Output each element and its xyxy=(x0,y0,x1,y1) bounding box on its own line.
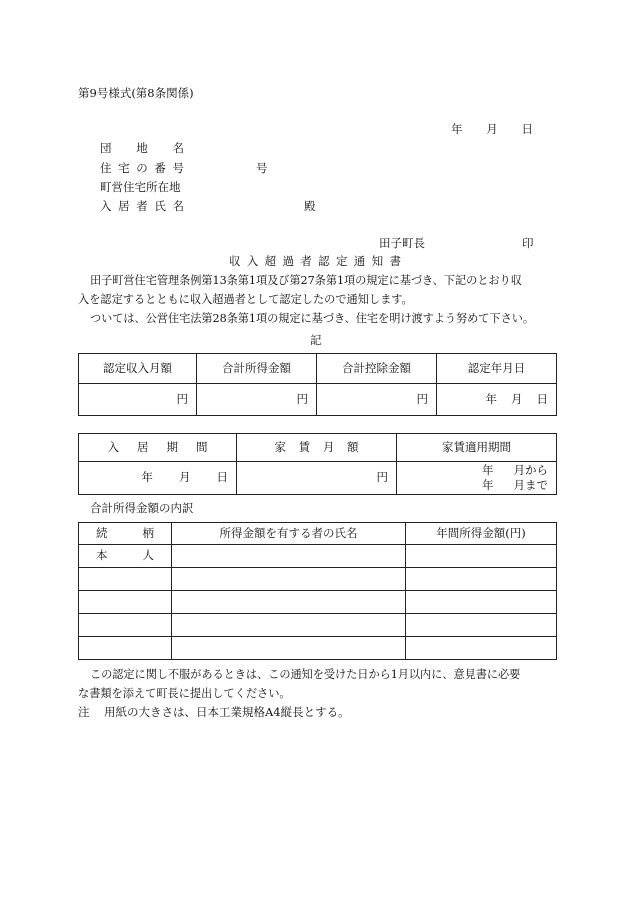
date-line xyxy=(451,124,533,136)
table-row xyxy=(79,637,557,660)
certification-table xyxy=(78,353,557,416)
certification-date-cell: 年 月 日 xyxy=(437,384,557,416)
self-relation-cell: 本 人 xyxy=(79,545,172,568)
objection-notice-line-1: この認定に関し不服があるときは、この通知を受けた日から1月以内に、意見書に必要 xyxy=(90,668,521,681)
body-paragraph-1-line-2: 入を認定するとともに収入超過者として認定したので通知します。 xyxy=(78,293,413,306)
header-earner-name: 所得金額を有する者の氏名 xyxy=(172,523,406,545)
breakdown-caption: 合計所得金額の内訳 xyxy=(90,501,194,515)
header-total-deduction: 合計控除金額 xyxy=(317,354,437,384)
document-title: 収 入 超 過 者 認 定 通 知 書 xyxy=(229,254,401,268)
location-label: 町営住宅所在地 xyxy=(100,180,181,194)
house-number-suffix: 号 xyxy=(256,161,268,175)
header-residence-period: 入 居 期 間 xyxy=(79,434,237,462)
objection-notice-line-2: な書類を添えて町長に提出してください。 xyxy=(78,687,291,700)
header-rent-apply-period: 家賃適用期間 xyxy=(397,434,557,462)
certified-monthly-income-cell: 円 xyxy=(79,384,197,416)
monthly-rent-cell: 円 xyxy=(237,462,397,495)
note-text: 用紙の大きさは、日本工業規格A4縦長とする。 xyxy=(104,705,350,719)
table-row xyxy=(79,545,557,568)
header-certification-date: 認定年月日 xyxy=(437,354,557,384)
honorific: 殿 xyxy=(304,199,316,213)
body-paragraph-2: ついては、公営住宅法第28条第1項の規定に基づき、住宅を明け渡すよう努めて下さい。 xyxy=(90,312,534,325)
table-row xyxy=(79,591,557,614)
header-annual-income: 年間所得金額(円) xyxy=(406,523,557,545)
header-monthly-rent: 家 賃 月 額 xyxy=(237,434,397,462)
danchi-label: 団 地 名 xyxy=(100,141,184,155)
move-in-date-cell: 年 月 日 xyxy=(79,462,237,495)
ki-heading: 記 xyxy=(310,333,322,347)
total-income-cell: 円 xyxy=(197,384,317,416)
note-label: 注 xyxy=(78,705,90,719)
date-month: 月 xyxy=(486,122,498,136)
seal-mark: 印 xyxy=(522,236,534,250)
date-year: 年 xyxy=(451,122,463,136)
body-paragraph-1-line-1: 田子町営住宅管理条例第13条第1項及び第27条第1項の規定に基づき、下記のとおり収 xyxy=(90,274,522,287)
rent-apply-period-cell: 年 月から 年 月まで xyxy=(397,462,557,495)
rent-table xyxy=(78,433,557,495)
form-label: 第9号様式(第8条関係) xyxy=(78,86,194,100)
header-certified-monthly-income: 認定収入月額 xyxy=(79,354,197,384)
header-total-income: 合計所得金額 xyxy=(197,354,317,384)
income-breakdown-table xyxy=(78,522,557,660)
table-row xyxy=(79,614,557,637)
resident-label: 入 居 者 氏 名 xyxy=(100,199,184,213)
house-number-label: 住 宅 の 番 号 xyxy=(100,161,184,175)
date-day: 日 xyxy=(521,122,533,136)
table-row xyxy=(79,568,557,591)
total-deduction-cell: 円 xyxy=(317,384,437,416)
header-relation: 続 柄 xyxy=(79,523,172,545)
issuer-title: 田子町長 xyxy=(379,236,425,250)
